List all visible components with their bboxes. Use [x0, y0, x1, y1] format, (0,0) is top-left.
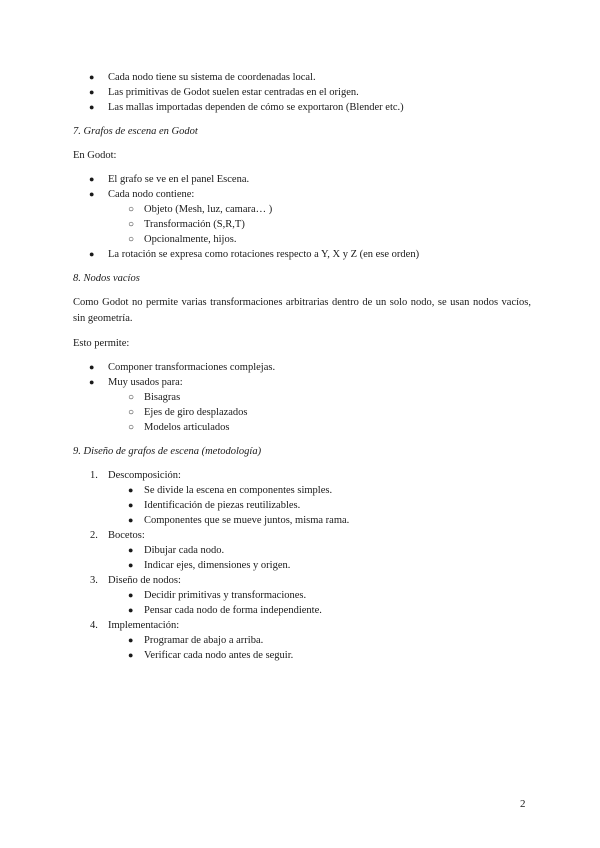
sub-list-item: ○ Opcionalmente, hijos. [128, 234, 237, 245]
numbered-item: 2. Bocetos: [90, 530, 145, 541]
bullet-icon: ● [128, 545, 134, 555]
step-number: 1. [90, 470, 98, 481]
sub-list-item: ○ Ejes de giro desplazados [128, 407, 248, 418]
section-8-list [73, 360, 533, 435]
section-7-list [73, 172, 533, 262]
bullet-icon: ● [89, 362, 95, 372]
sub-list-item: ● Indicar ejes, dimensiones y origen. [128, 560, 291, 571]
bullet-icon: ● [128, 500, 134, 510]
section-heading-9: 9. Diseño de grafos de escena (metodología) [73, 446, 262, 457]
bullet-icon: ● [128, 635, 134, 645]
bullet-icon: ● [128, 590, 134, 600]
bullet-icon: ● [89, 87, 95, 97]
list-item: ● Cada nodo tiene su sistema de coordenadas local. [89, 72, 316, 83]
sub-list-item: ● Se divide la escena en componentes simples. [128, 485, 333, 496]
section-8-intro: Esto permite: [73, 338, 130, 349]
circle-bullet-icon: ○ [128, 407, 135, 418]
bullet-icon: ● [89, 102, 95, 112]
sub-list-item: ● Dibujar cada nodo. [128, 545, 225, 556]
top-bullet-list [73, 70, 533, 115]
page-number: 2 [520, 798, 526, 810]
bullet-icon: ● [128, 515, 134, 525]
circle-bullet-icon: ○ [128, 392, 135, 403]
sub-list-item: ○ Modelos articulados [128, 422, 230, 433]
list-item: ● El grafo se ve en el panel Escena. [89, 174, 250, 185]
list-item: ● Las primitivas de Godot suelen estar centradas en el origen. [89, 87, 359, 98]
bullet-icon: ● [89, 72, 95, 82]
bullet-icon: ● [128, 650, 134, 660]
section-7-intro: En Godot: [73, 150, 117, 161]
sub-list-item: ● Programar de abajo a arriba. [128, 635, 264, 646]
sub-list-item: ● Pensar cada nodo de forma independiente. [128, 605, 322, 616]
numbered-item: 1. Descomposición: [90, 470, 181, 481]
bullet-icon: ● [89, 189, 95, 199]
numbered-item: 3. Diseño de nodos: [90, 575, 181, 586]
list-item: ● Componer transformaciones complejas. [89, 362, 276, 373]
section-heading-8: 8. Nodos vacíos [73, 273, 140, 284]
sub-list-item: ● Componentes que se mueve juntos, misma rama. [128, 515, 350, 526]
bullet-icon: ● [128, 485, 134, 495]
section-heading-7: 7. Grafos de escena en Godot [73, 126, 198, 137]
bullet-icon: ● [89, 249, 95, 259]
bullet-icon: ● [128, 605, 134, 615]
step-number: 3. [90, 575, 98, 586]
list-item: ● Muy usados para: [89, 377, 183, 388]
section-8-paragraph: Como Godot no permite varias transformaciones arbitrarias dentro de un solo nodo, se usan nodos vacíos, sin geometría. [73, 297, 531, 324]
list-item: ● Las mallas importadas dependen de cómo se exportaron (Blender etc.) [89, 102, 404, 113]
sub-list-item: ● Decidir primitivas y transformaciones. [128, 590, 307, 601]
circle-bullet-icon: ○ [128, 219, 135, 230]
sub-list-item: ○ Bisagras [128, 392, 181, 403]
step-number: 2. [90, 530, 98, 541]
sub-list-item: ○ Objeto (Mesh, luz, camara… ) [128, 204, 273, 215]
step-number: 4. [90, 620, 98, 631]
circle-bullet-icon: ○ [128, 422, 135, 433]
numbered-item: 4. Implementación: [90, 620, 180, 631]
bullet-icon: ● [89, 377, 95, 387]
page-content [73, 70, 533, 663]
sub-list-item: ● Identificación de piezas reutilizables. [128, 500, 301, 511]
list-item: ● La rotación se expresa como rotaciones respecto a Y, X y Z (en ese orden) [89, 249, 420, 260]
sub-list-item: ○ Transformación (S,R,T) [128, 219, 245, 230]
sub-list-item: ● Verificar cada nodo antes de seguir. [128, 650, 294, 661]
circle-bullet-icon: ○ [128, 204, 135, 215]
circle-bullet-icon: ○ [128, 234, 135, 245]
section-9-steps [73, 468, 533, 663]
bullet-icon: ● [128, 560, 134, 570]
list-item: ● Cada nodo contiene: [89, 189, 195, 200]
bullet-icon: ● [89, 174, 95, 184]
